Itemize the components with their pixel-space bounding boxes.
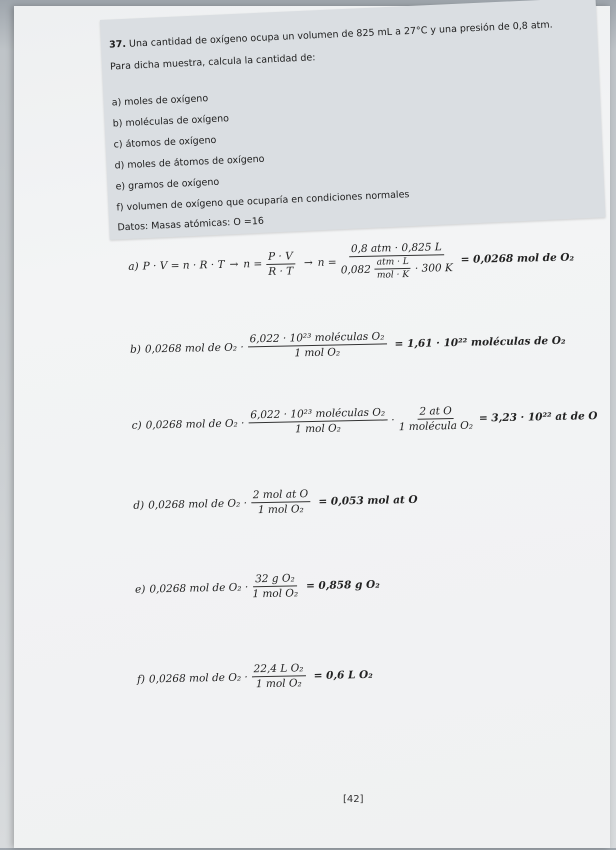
solution-d-start: 0,0268 mol de O₂ · (148, 496, 248, 511)
solution-b-label: b) (129, 343, 142, 356)
page-number: [42] (343, 794, 364, 805)
solution-e-start: 0,0268 mol de O₂ · (149, 580, 249, 595)
solution-d-fraction-denominator: 1 mol O₂ (257, 503, 304, 517)
solution-a (128, 238, 575, 285)
problem-item-a: a) moles de oxígeno (111, 93, 209, 109)
solution-f-fraction (251, 662, 305, 690)
solution-c-fraction-2-numerator: 2 at O (417, 405, 454, 420)
problem-item-b: b) moléculas de oxígeno (112, 113, 230, 130)
solution-c-fraction-1-denominator: 1 mol O₂ (294, 422, 342, 436)
solution-f (137, 661, 373, 693)
solution-a-fraction-1 (266, 250, 295, 278)
solution-c-result: = 3,23 · 10²² at de O (478, 409, 598, 425)
solution-b (130, 327, 566, 363)
solution-a-n-eq: n = (243, 258, 263, 271)
solution-f-label: f) (136, 673, 146, 686)
solution-b-result: = 1,61 · 10²² moléculas de O₂ (394, 334, 566, 350)
solution-a-lhs: P · V = n · R · T (142, 258, 225, 273)
solution-d-result: = 0,053 mol at O (318, 493, 418, 508)
solution-a-arrow-2: → (303, 256, 313, 270)
solution-d (133, 486, 418, 519)
solution-a-den-units-numerator: atm · L (375, 257, 411, 270)
solution-d-fraction (251, 488, 311, 516)
solution-b-start: 0,0268 mol de O₂ · (144, 340, 244, 355)
solution-a-result: = 0,0268 mol de O₂ (460, 251, 575, 266)
solution-a-fraction-2-denominator (341, 255, 454, 281)
solution-f-fraction-numerator: 22,4 L O₂ (251, 662, 305, 677)
solution-b-fraction-numerator: 6,022 · 10²³ moléculas O₂ (247, 330, 386, 347)
solution-b-fraction (247, 330, 386, 360)
solution-c-fraction-2-denominator: 1 molécula O₂ (398, 419, 474, 434)
problem-data-line: Datos: Masas atómicas: O =16 (117, 215, 265, 234)
solution-a-n-eq-2: n = (317, 256, 337, 269)
solution-a-fraction-1-numerator: P · V (266, 250, 295, 265)
solution-a-fraction-1-denominator: R · T (268, 264, 294, 278)
problem-statement-1: Una cantidad de oxígeno ocupa un volumen de 825 mL a 27°C y una presión de 0,8 atm. (128, 19, 553, 50)
solution-b-fraction-denominator: 1 mol O₂ (294, 346, 341, 360)
solution-a-den-constant: 0,082 (340, 263, 371, 276)
solution-a-den-units-denominator: mol · K (376, 269, 410, 281)
solution-c-fraction-2 (398, 405, 473, 434)
solution-a-den-units (375, 257, 412, 281)
solution-a-den-temperature: · 300 K (414, 261, 453, 275)
solution-c-dot: · (391, 413, 395, 426)
problem-statement-2: Para dicha muestra, calcula la cantidad de: (109, 52, 316, 73)
solution-f-result: = 0,6 L O₂ (313, 668, 373, 682)
solution-e-fraction-numerator: 32 g O₂ (253, 572, 297, 587)
solution-d-label: d) (133, 499, 145, 512)
solution-c-label: c) (131, 419, 142, 432)
problem-item-f: f) volumen de oxígeno que ocuparía en condiciones normales (116, 189, 410, 214)
solution-a-label: a) (128, 260, 139, 273)
solution-d-fraction-numerator: 2 mol at O (251, 488, 311, 503)
solution-f-start: 0,0268 mol de O₂ · (148, 670, 248, 685)
solution-a-fraction-2 (340, 241, 453, 281)
solution-e (135, 571, 380, 603)
solution-e-label: e) (134, 583, 146, 596)
solution-f-fraction-denominator: 1 mol O₂ (255, 677, 302, 691)
solution-c-fraction-1 (248, 406, 387, 436)
solution-e-result: = 0,858 g O₂ (305, 578, 380, 592)
solution-c-fraction-1-numerator: 6,022 · 10²³ moléculas O₂ (248, 406, 387, 423)
solution-a-arrow-1: → (229, 258, 239, 271)
problem-number: 37. (108, 38, 127, 51)
solution-c (131, 402, 597, 439)
problem-item-c: c) átomos de oxígeno (113, 134, 217, 151)
solution-e-fraction-denominator: 1 mol O₂ (252, 587, 299, 601)
solution-c-start: 0,0268 mol de O₂ · (145, 416, 245, 431)
problem-item-e: e) gramos de oxígeno (115, 176, 220, 193)
problem-item-d: d) moles de átomos de oxígeno (114, 153, 265, 172)
solution-e-fraction (252, 572, 298, 600)
solution-a-fraction-2-numerator: 0,8 atm · 0,825 L (349, 241, 444, 257)
